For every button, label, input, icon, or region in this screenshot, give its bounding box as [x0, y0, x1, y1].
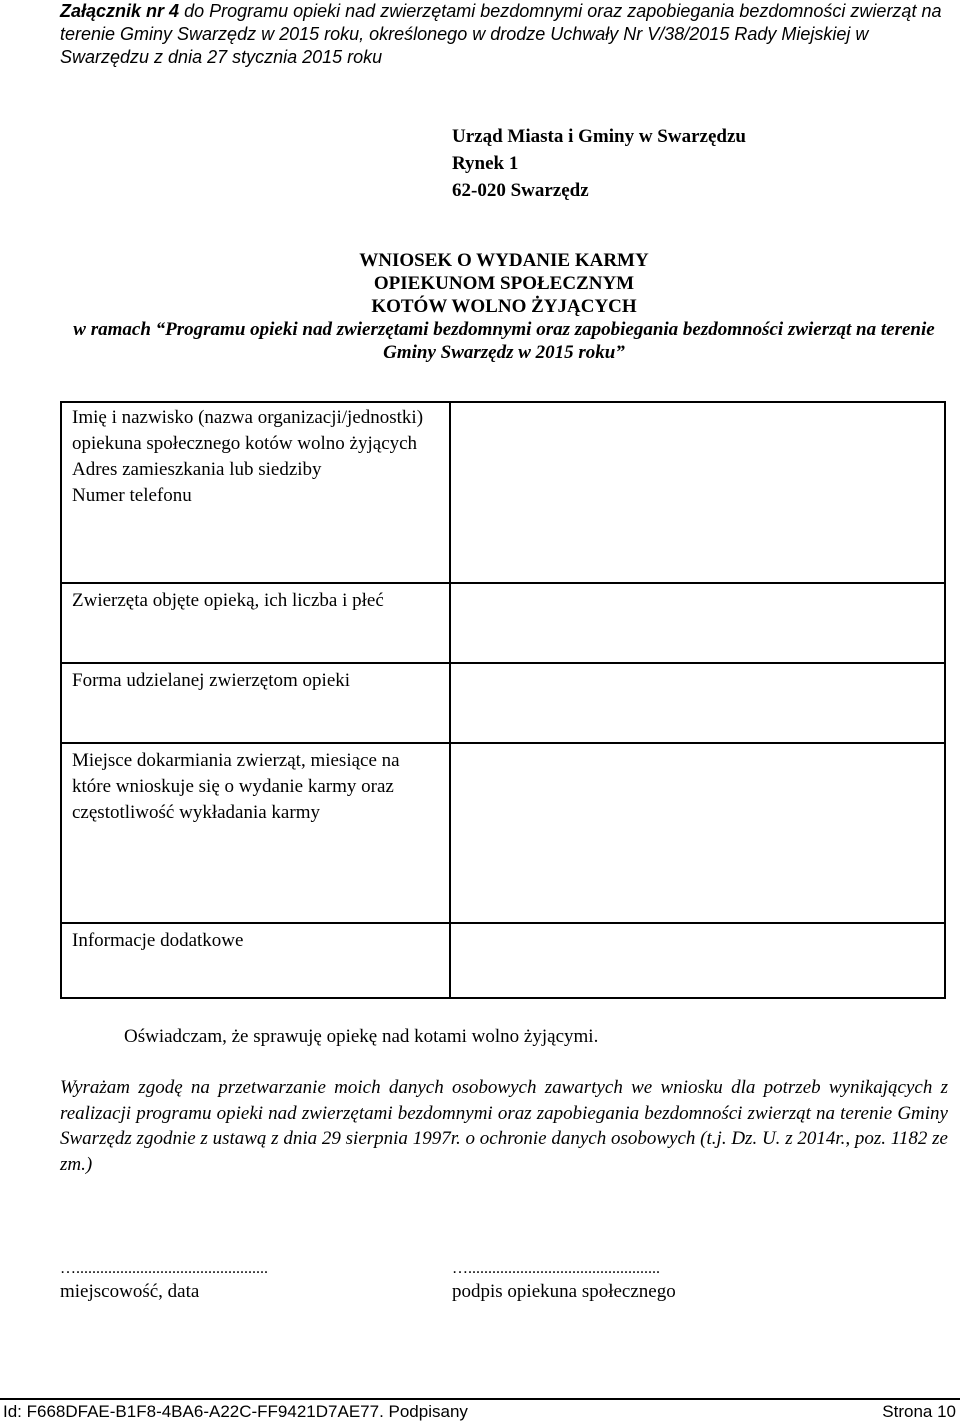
animals-label: Zwierzęta objęte opieką, ich liczba i płeć	[61, 583, 450, 663]
additional-info-label: Informacje dodatkowe	[61, 923, 450, 998]
recipient-line-2: Rynek 1	[452, 153, 519, 174]
care-statement: Oświadczam, że sprawuję opiekę nad kotami wolno żyjącymi.	[124, 1026, 599, 1047]
recipient-address	[452, 123, 746, 204]
form-title	[60, 249, 948, 364]
additional-info-value-field[interactable]	[450, 923, 945, 998]
care-form-value-field[interactable]	[450, 663, 945, 743]
recipient-line-1: Urząd Miasta i Gminy w Swarzędzu	[452, 126, 746, 147]
signature-dotted-line: …................................................	[452, 1260, 660, 1277]
form-title-line-1: WNIOSEK O WYDANIE KARMY	[359, 250, 649, 271]
applicant-name-label: Imię i nazwisko (nazwa organizacji/jednostki) opiekuna społecznego kotów wolno żyjących	[72, 407, 424, 454]
page-number: Strona 10	[882, 1402, 956, 1421]
feeding-place-label: Miejsce dokarmiania zwierząt, miesiące na które wnioskuje się o wydanie karmy oraz częstotliwość wykładania karmy	[61, 743, 450, 923]
form-row-care-form	[61, 663, 945, 743]
form-row-additional-info	[61, 923, 945, 998]
recipient-line-3: 62-020 Swarzędz	[452, 180, 589, 201]
form-row-feeding-place	[61, 743, 945, 923]
form-row-applicant-label	[61, 402, 450, 583]
attachment-text: do Programu opieki nad zwierzętami bezdomnymi oraz zapobiegania bezdomności zwierząt na terenie Gminy Swarzędz w 2015 roku, określonego w drodze Uchwały Nr V/38/2015 Rady Miejskiej w Swarzędzu z dnia 27 stycznia 2015 roku	[60, 1, 942, 67]
form-subtitle: w ramach “Programu opieki nad zwierzętami bezdomnymi oraz zapobiegania bezdomności zwierząt na terenie Gminy Swarzędz w 2015 roku”	[73, 319, 935, 363]
phone-label: Numer telefonu	[72, 485, 192, 506]
form-row-applicant	[61, 402, 945, 583]
place-date-label: miejscowość, data	[60, 1281, 200, 1302]
form-row-animals	[61, 583, 945, 663]
applicant-value-field[interactable]	[450, 402, 945, 583]
attachment-note	[60, 0, 950, 69]
address-label: Adres zamieszkania lub siedziby	[72, 459, 322, 480]
data-processing-consent: Wyrażam zgodę na przetwarzanie moich danych osobowych zawartych we wniosku dla potrzeb wynikających z realizacji programu opieki nad zwierzętami bezdomnymi oraz zapobiegania bezdomności zwierząt na terenie Gminy Swarzędz zgodnie z ustawą z dnia 29 sierpnia 1997r. o ochronie danych osobowych (t.j. Dz. U. z 2014r., poz. 1182 ze zm.)	[60, 1077, 948, 1175]
application-form-table	[60, 401, 946, 999]
form-title-line-2: OPIEKUNOM SPOŁECZNYM	[373, 273, 635, 294]
document-id: Id: F668DFAE-B1F8-4BA6-A22C-FF9421D7AE77. Podpisany	[3, 1402, 468, 1421]
attachment-label: Załącznik nr 4	[60, 1, 180, 21]
animals-value-field[interactable]	[450, 583, 945, 663]
care-form-label: Forma udzielanej zwierzętom opieki	[61, 663, 450, 743]
form-title-line-3: KOTÓW WOLNO ŻYJĄCYCH	[371, 296, 637, 317]
page-footer	[0, 1398, 960, 1423]
signature-label: podpis opiekuna społecznego	[452, 1281, 676, 1302]
feeding-place-value-field[interactable]	[450, 743, 945, 923]
place-date-dotted-line: …................................................	[60, 1260, 268, 1277]
